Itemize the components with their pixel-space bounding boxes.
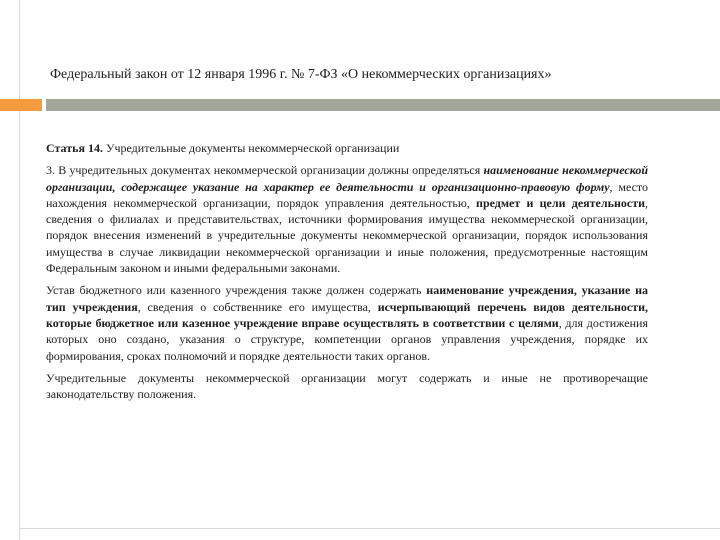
p2-emphasis-2: исчерпывающий перечень видов деятельности, которые бюджетное или казенное учреждение вправе осуществлять в соответствии с целями (46, 299, 648, 330)
paragraph-1 (46, 162, 648, 276)
p1-emphasis-1: наименование некоммерческой организации, содержащее указание на характер ее деятельности и организационно-правовую форму (46, 163, 648, 194)
article-heading (46, 140, 648, 156)
article-title: Учредительные документы некоммерческой организации (102, 141, 400, 155)
p2-text-2: , сведения о собственнике его имущества, (137, 299, 378, 314)
p2-emphasis-1: наименование учреждения, указание на тип учреждения (46, 283, 648, 314)
p1-text-1: 3. В учредительных документах некоммерческой организации должны определяться (46, 163, 484, 178)
header-divider-bar (46, 99, 720, 111)
slide-title: Федеральный закон от 12 января 1996 г. № 7-ФЗ «О некоммерческих организациях» (50, 67, 552, 82)
p2-text-3: , для достижения которых оно создано, указания о структуре, компетенции органов управления учреждения, порядке их формирования, сроках полномочий и порядке деятельности таких органов. (46, 315, 648, 363)
p3-text-1: Учредительные документы некоммерческой организации могут содержать и иные не противоречащие законодательству положения. (46, 370, 648, 402)
p2-text-1: Устав бюджетного или казенного учреждения также должен содержать (46, 283, 427, 298)
paragraph-2 (46, 282, 648, 363)
content-area (46, 140, 648, 408)
frame-left-line (19, 0, 20, 540)
p1-text-2: , место нахождения некоммерческой организации, порядок управления деятельностью, (46, 179, 648, 210)
p1-text-3: , сведения о филиалах и представительствах, источники формирования имущества некоммерческой организации, порядок внесения изменений в учредительные документы некоммерческой организации, порядок использования имущества в случае ликвидации некоммерческой организации и иные положения, предусмотренные настоящим Федеральным законом и иными федеральными законами. (46, 195, 648, 276)
frame-bottom-line (19, 528, 720, 529)
accent-bar (0, 99, 42, 111)
paragraph-3 (46, 370, 648, 403)
p1-emphasis-2: предмет и цели деятельности (476, 195, 645, 210)
article-label: Статья 14. (46, 141, 103, 155)
